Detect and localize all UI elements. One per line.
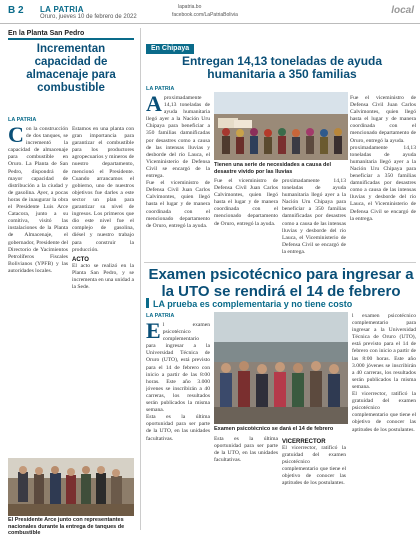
article-paragraph: Estamos en una planta con gran importancia para garantizar el combustible para los productores agropecuarios y mineros de nuestro departamento, mencionó el Presidente. Cuando arrancamos el gobierno, uno de nuestros objetivos fue darles a este sector un plan para garantizar su nivel de ingresos. Los primeros que dio este nivel fue el complejo de gasolina, diésel y nuestro trabajo para construir la producción. [72,126,134,253]
article-paragraph: El vicerrector, ratificó la gratuidad del examen psicotécnico complementario que tiene el objetivo de conocer las aptitudes de los postulantes. [352,391,416,433]
article-paragraph: Fue el viceministro de Defensa Civil Juan Carlos Calvimontes, quien llegó hasta el lugar y de manera coordinada con el mencionado departamento de Oruro, entregó la ayuda. [214,178,278,227]
middle-photo [214,92,348,160]
section-divider [144,262,416,263]
left-photo-caption: El Presidente Arce junto con representantes nacionales durante la entrega de tanques de combustible [8,517,125,534]
article-paragraph: Fue el viceministro de Defensa Civil Juan Carlos Calvimontes, quien llegó hasta el lugar y de manera coordinada con el mencionado departamento de Oruro, entregó la ayuda. [350,95,416,144]
middle-body-col4 [350,95,416,257]
dropcap: A [146,95,162,116]
middle-body-col1 [146,95,210,257]
article-paragraph: proximadamente 14,13 toneladas de ayuda humanitaria llegó ayer a la Nación Uru Chipaya para beneficiar a 350 familias damnificadas por desastres como a causa de las intensas lluvias y desborde del río Lauca, el Viceministerio de Defensa Civil se encargó de la entrega. [350,144,416,222]
middle-photo-image [214,92,348,160]
subtitle-text: prueba es complementaria y no tiene costo [167,299,353,309]
dropcap: C [8,126,24,147]
section-tag: local [391,5,414,16]
bottom-photo-caption: Examen psicotécnico se dará el 14 de febrero [214,426,334,432]
article-paragraph: Fue el viceministro de Defensa Civil Juan Carlos Calvimontes, quien llegó hasta el lugar y de manera coordinada con el mencionado departamento de Oruro, entregó la ayuda. [146,180,210,229]
bottom-subtitle [146,298,352,309]
article-paragraph: El vicerrector, ratificó la gratuidad del examen psicotécnico complementario que tiene el objetivo de conocer las aptitudes de los postulantes. [282,445,346,487]
left-headline: Incrementan capacidad de almacenaje para combustible [26,43,116,94]
left-body-col2 [72,126,134,458]
middle-byline: LA PATRIA [146,86,175,92]
bottom-body-col2 [214,436,278,530]
page-header [0,0,420,24]
left-kicker: En la Planta San Pedro [8,30,134,40]
article-paragraph: Esta es la última oportunidad para ser parte de la UTO, en las unidades facultativas. [214,436,278,464]
left-subhead: ACTO [72,256,89,263]
left-photo [8,458,134,516]
bottom-body-col1 [146,322,210,530]
middle-headline: Entregan 14,13 toneladas de ayuda humanitaria a 350 familias [181,54,383,81]
article-paragraph: proximadamente 14,13 toneladas de ayuda humanitaria llegó ayer a la Nación Uru Chipaya para beneficiar a 350 familias damnificadas por desastres como a causa de las intensas lluvias y desborde del río Lauca, el Viceministerio de Defensa Civil se encargó de la entrega. [282,178,346,255]
subtitle-lead: LA [153,299,165,309]
dropcap: E [146,322,161,343]
middle-body-col2 [214,178,278,258]
middle-body-col3 [282,178,346,258]
issue-date: Oruro, jueves 10 de febrero de 2022 [40,14,137,20]
facebook-link[interactable]: facebook.com/LaPatriaBolivia [172,12,238,18]
bottom-body-col4 [352,313,416,530]
subtitle-marker [146,298,149,308]
bottom-byline: LA PATRIA [146,313,175,319]
bottom-body-col3 [282,436,346,530]
article-paragraph: proximadamente 14,13 toneladas de ayuda humanitaria llegó ayer a la Nación Uru Chipaya para beneficiar a 350 familias damnificadas por desastres como a causa de las intensas lluvias y desborde del río Lauca, el Viceministerio de Defensa Civil se encargó de la entrega. [146,95,210,180]
middle-kicker: En Chipaya [146,44,194,54]
article-paragraph: Esta es la última oportunidad para ser parte de la UTO, en las unidades facultativas. [146,414,210,442]
left-byline: LA PATRIA [8,117,37,123]
bottom-headline: Examen psicotécnico para ingresar a la UTO se rendirá el 14 de febrero [148,266,414,300]
article-paragraph: l examen psicotécnico complementario para ingresar a la Universidad Técnica de Oruro (UTO), está previsto para el 14 de febrero con inicio a partir de las 8:00 horas. Este año 3.000 jóvenes se inscribirán a 40 carreras, los resultados serán publicados la misma semana. [146,322,210,414]
article-paragraph: l examen psicotécnico complementario para ingresar a la Universidad Técnica de Oruro (UTO), está previsto para el 14 de febrero con inicio a partir de las 8:00 horas. Este año 3.000 jóvenes se inscribirán a 40 carreras, los resultados serán publicados la misma semana. [352,313,416,390]
page-number: B 2 [8,5,24,16]
bottom-subhead: VICERRECTOR [282,439,326,445]
article-paragraph: El acto se realizó en la Planta San Pedro, y se incrementa en una unidad a la Sede. [72,262,134,290]
bottom-photo-image [214,312,348,424]
left-body-col1 [8,126,68,458]
bottom-photo [214,312,348,424]
article-paragraph: on la construcción de dos tanques, se incrementó la capacidad de almacenaje para combustible en Oruro. La Planta de San Pedro, dispondrá de mayor capacidad de distribución a la ciudad y de gasolina. Ayer, a pocas horas de inaugurar la obra el Presidente Luis Arce Catacora, junto a su comitiva, visitó las instalaciones de la Planta de Almacenaje, el gobernador, Presidente del Directorio de Yacimientos Petrolíferos Fiscales Bolivianos (YPFB) y las autoridades locales. [8,126,68,274]
column-divider [140,28,141,530]
website-link[interactable]: lapatria.bo [178,4,202,10]
newspaper-name: LA PATRIA [40,5,84,14]
middle-photo-caption: Tienen una serie de necesidades a causa del desastre vivido por las lluvias [214,162,331,175]
left-photo-image [8,458,134,516]
